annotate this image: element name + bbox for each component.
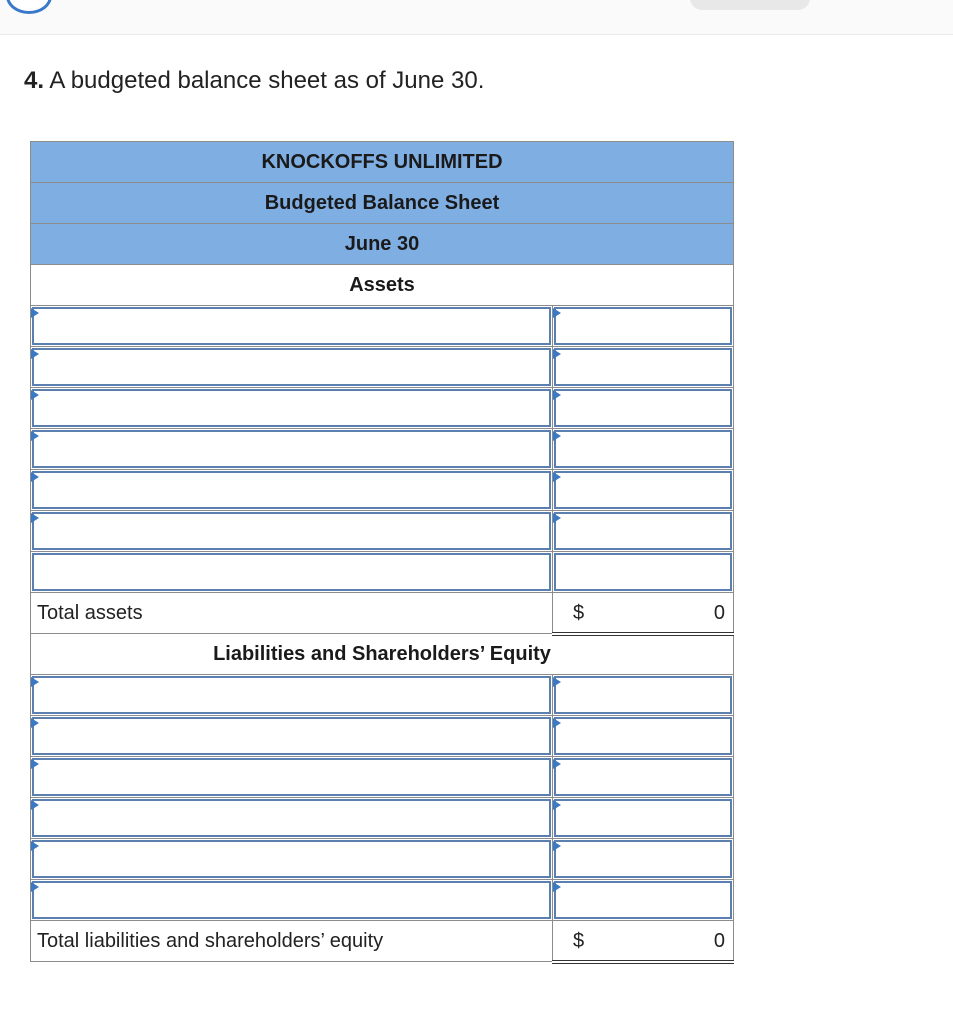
asset-amount-input[interactable] bbox=[557, 433, 729, 465]
asset-label-cell[interactable] bbox=[31, 306, 553, 347]
liability-label-input[interactable] bbox=[35, 720, 548, 752]
liability-label-input[interactable] bbox=[35, 884, 548, 916]
asset-amount-cell[interactable] bbox=[553, 552, 734, 593]
total-assets-value: 0 bbox=[713, 602, 725, 624]
asset-label-cell[interactable] bbox=[31, 429, 553, 470]
total-assets-currency: $ bbox=[573, 602, 585, 624]
table-row bbox=[31, 429, 734, 470]
asset-label-cell[interactable] bbox=[31, 511, 553, 552]
progress-circle-icon[interactable] bbox=[6, 0, 52, 14]
table-row bbox=[31, 716, 734, 757]
asset-amount-cell[interactable] bbox=[553, 347, 734, 388]
asset-label-cell[interactable] bbox=[31, 470, 553, 511]
table-row bbox=[31, 880, 734, 921]
liability-amount-input[interactable] bbox=[557, 884, 729, 916]
asset-amount-input[interactable] bbox=[557, 392, 729, 424]
assets-header: Assets bbox=[31, 265, 734, 306]
top-pill-button[interactable] bbox=[690, 0, 810, 10]
company-name: KNOCKOFFS UNLIMITED bbox=[31, 142, 734, 183]
asset-amount-input[interactable] bbox=[557, 556, 729, 588]
question-prompt bbox=[24, 67, 484, 95]
table-row bbox=[31, 552, 734, 593]
top-bar bbox=[0, 0, 953, 35]
asset-amount-input[interactable] bbox=[557, 310, 729, 342]
liability-amount-cell[interactable] bbox=[553, 880, 734, 921]
liability-label-input[interactable] bbox=[35, 679, 548, 711]
liability-label-cell[interactable] bbox=[31, 798, 553, 839]
table-row bbox=[31, 798, 734, 839]
asset-amount-cell[interactable] bbox=[553, 388, 734, 429]
asset-amount-input[interactable] bbox=[557, 515, 729, 547]
liability-label-cell[interactable] bbox=[31, 675, 553, 716]
table-row bbox=[31, 347, 734, 388]
asset-rows bbox=[31, 306, 734, 593]
asset-amount-cell[interactable] bbox=[553, 429, 734, 470]
liability-label-input[interactable] bbox=[35, 761, 548, 793]
table-row bbox=[31, 388, 734, 429]
liability-amount-cell[interactable] bbox=[553, 798, 734, 839]
asset-amount-input[interactable] bbox=[557, 474, 729, 506]
asset-amount-input[interactable] bbox=[557, 351, 729, 383]
balance-sheet-table bbox=[30, 141, 734, 964]
liability-amount-input[interactable] bbox=[557, 761, 729, 793]
liability-label-cell[interactable] bbox=[31, 839, 553, 880]
asset-label-input[interactable] bbox=[35, 310, 548, 342]
asset-label-input[interactable] bbox=[35, 556, 548, 588]
asset-label-input[interactable] bbox=[35, 433, 548, 465]
liability-amount-input[interactable] bbox=[557, 679, 729, 711]
asset-label-input[interactable] bbox=[35, 515, 548, 547]
liability-label-input[interactable] bbox=[35, 843, 548, 875]
question-number: 4. bbox=[24, 67, 45, 94]
liability-amount-cell[interactable] bbox=[553, 839, 734, 880]
liability-label-cell[interactable] bbox=[31, 757, 553, 798]
asset-label-cell[interactable] bbox=[31, 552, 553, 593]
table-row bbox=[31, 306, 734, 347]
asset-amount-cell[interactable] bbox=[553, 306, 734, 347]
liability-label-cell[interactable] bbox=[31, 716, 553, 757]
table-row bbox=[31, 675, 734, 716]
total-assets-row bbox=[31, 593, 734, 634]
asset-label-input[interactable] bbox=[35, 474, 548, 506]
liability-label-input[interactable] bbox=[35, 802, 548, 834]
total-assets-label: Total assets bbox=[31, 593, 553, 634]
liability-amount-cell[interactable] bbox=[553, 757, 734, 798]
liability-amount-cell[interactable] bbox=[553, 716, 734, 757]
asset-amount-cell[interactable] bbox=[553, 470, 734, 511]
asset-label-input[interactable] bbox=[35, 351, 548, 383]
table-row bbox=[31, 757, 734, 798]
table-row bbox=[31, 470, 734, 511]
liability-rows bbox=[31, 675, 734, 921]
question-text: A budgeted balance sheet as of June 30. bbox=[49, 67, 485, 94]
table-row bbox=[31, 511, 734, 552]
statement-date: June 30 bbox=[31, 224, 734, 265]
liabilities-header: Liabilities and Shareholders’ Equity bbox=[31, 634, 734, 675]
statement-title: Budgeted Balance Sheet bbox=[31, 183, 734, 224]
liability-amount-cell[interactable] bbox=[553, 675, 734, 716]
total-assets-value-cell bbox=[553, 593, 734, 634]
total-liabilities-currency: $ bbox=[573, 930, 585, 952]
asset-label-cell[interactable] bbox=[31, 388, 553, 429]
total-liabilities-value: 0 bbox=[713, 930, 725, 952]
table-row bbox=[31, 839, 734, 880]
total-liabilities-label: Total liabilities and shareholders’ equity bbox=[31, 921, 553, 962]
asset-label-input[interactable] bbox=[35, 392, 548, 424]
liability-amount-input[interactable] bbox=[557, 802, 729, 834]
total-liabilities-value-cell bbox=[553, 921, 734, 962]
total-liabilities-row bbox=[31, 921, 734, 962]
asset-amount-cell[interactable] bbox=[553, 511, 734, 552]
asset-label-cell[interactable] bbox=[31, 347, 553, 388]
liability-label-cell[interactable] bbox=[31, 880, 553, 921]
liability-amount-input[interactable] bbox=[557, 843, 729, 875]
liability-amount-input[interactable] bbox=[557, 720, 729, 752]
